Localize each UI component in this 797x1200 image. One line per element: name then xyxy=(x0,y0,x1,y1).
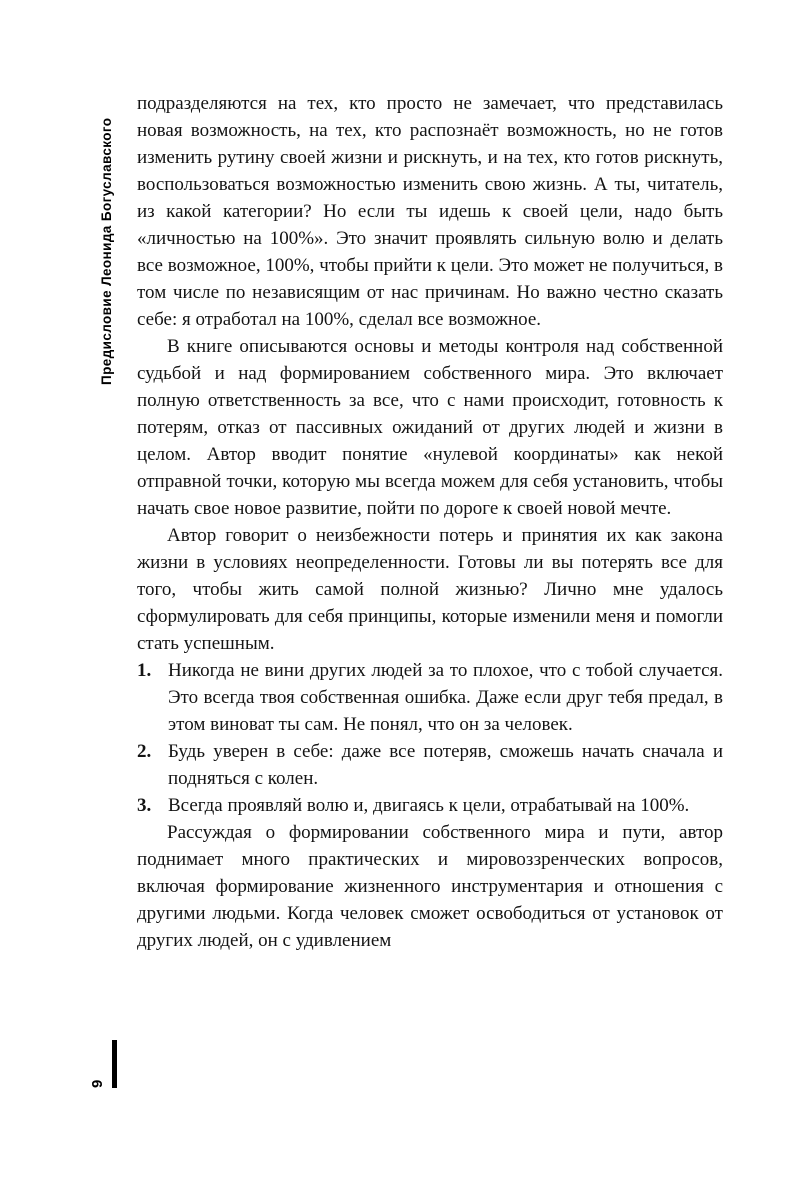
chapter-running-head: Предисловие Леонида Богуславского xyxy=(99,117,114,385)
list-item-text: Всегда проявляй волю и, двигаясь к цели, отрабатывай на 100%. xyxy=(168,795,690,816)
page-number: 9 xyxy=(89,1079,106,1088)
paragraph: В книге описываются основы и методы контроля над собственной судьбой и над формированием собственного мира. Это включает полную ответственность за все, что с нами происходит, готовность к потерям, отказ от пассивных ожиданий от других людей и жизни в целом. Автор вводит понятие «нулевой координаты» как некой отправной точки, которую мы всегда можем для себя установить, чтобы начать свое новое развитие, пойти по дороге к своей новой мечте. xyxy=(137,336,723,519)
list-item xyxy=(137,738,723,792)
list-item-text: Никогда не вини других людей за то плохое, что с тобой случается. Это всегда твоя собственная ошибка. Даже если друг тебя предал, в этом виноват ты сам. Не понял, что он за человек. xyxy=(168,660,723,735)
list-item-number: 3. xyxy=(137,795,152,816)
list-item-number: 1. xyxy=(137,660,152,681)
list-item-text: Будь уверен в себе: даже все потеряв, сможешь начать сначала и подняться с колен. xyxy=(168,741,723,789)
main-text-column xyxy=(137,90,723,954)
page-number-rule xyxy=(112,1040,117,1088)
list-item xyxy=(137,657,723,738)
list-item-number: 2. xyxy=(137,741,152,762)
paragraph: подразделяются на тех, кто просто не замечает, что представилась новая возможность, на тех, кто распознаёт возможность, но не готов изменить рутину своей жизни и рискнуть, и на тех, кто готов рискнуть, воспользоваться возможностью изменить свою жизнь. А ты, читатель, из какой категории? Но если ты идешь к своей цели, надо быть «личностью на 100%». Это значит проявлять сильную волю и делать все возможное, 100%, чтобы прийти к цели. Это может не получиться, в том числе по независящим от нас причинам. Но важно честно сказать себе: я отработал на 100%, сделал все возможное. xyxy=(137,93,723,330)
paragraph: Рассуждая о формировании собственного мира и пути, автор поднимает много практических и мировоззренческих вопросов, включая формирование жизненного инструментария и отношения с другими людьми. Когда человек сможет освободиться от установок от других людей, он с удивлением xyxy=(137,822,723,951)
paragraph: Автор говорит о неизбежности потерь и принятия их как закона жизни в условиях неопределенности. Готовы ли вы потерять все для того, чтобы жить самой полной жизнью? Лично мне удалось сформулировать для себя принципы, которые изменили меня и помогли стать успешным. xyxy=(137,525,723,654)
list-item xyxy=(137,792,723,819)
numbered-list xyxy=(137,657,723,819)
